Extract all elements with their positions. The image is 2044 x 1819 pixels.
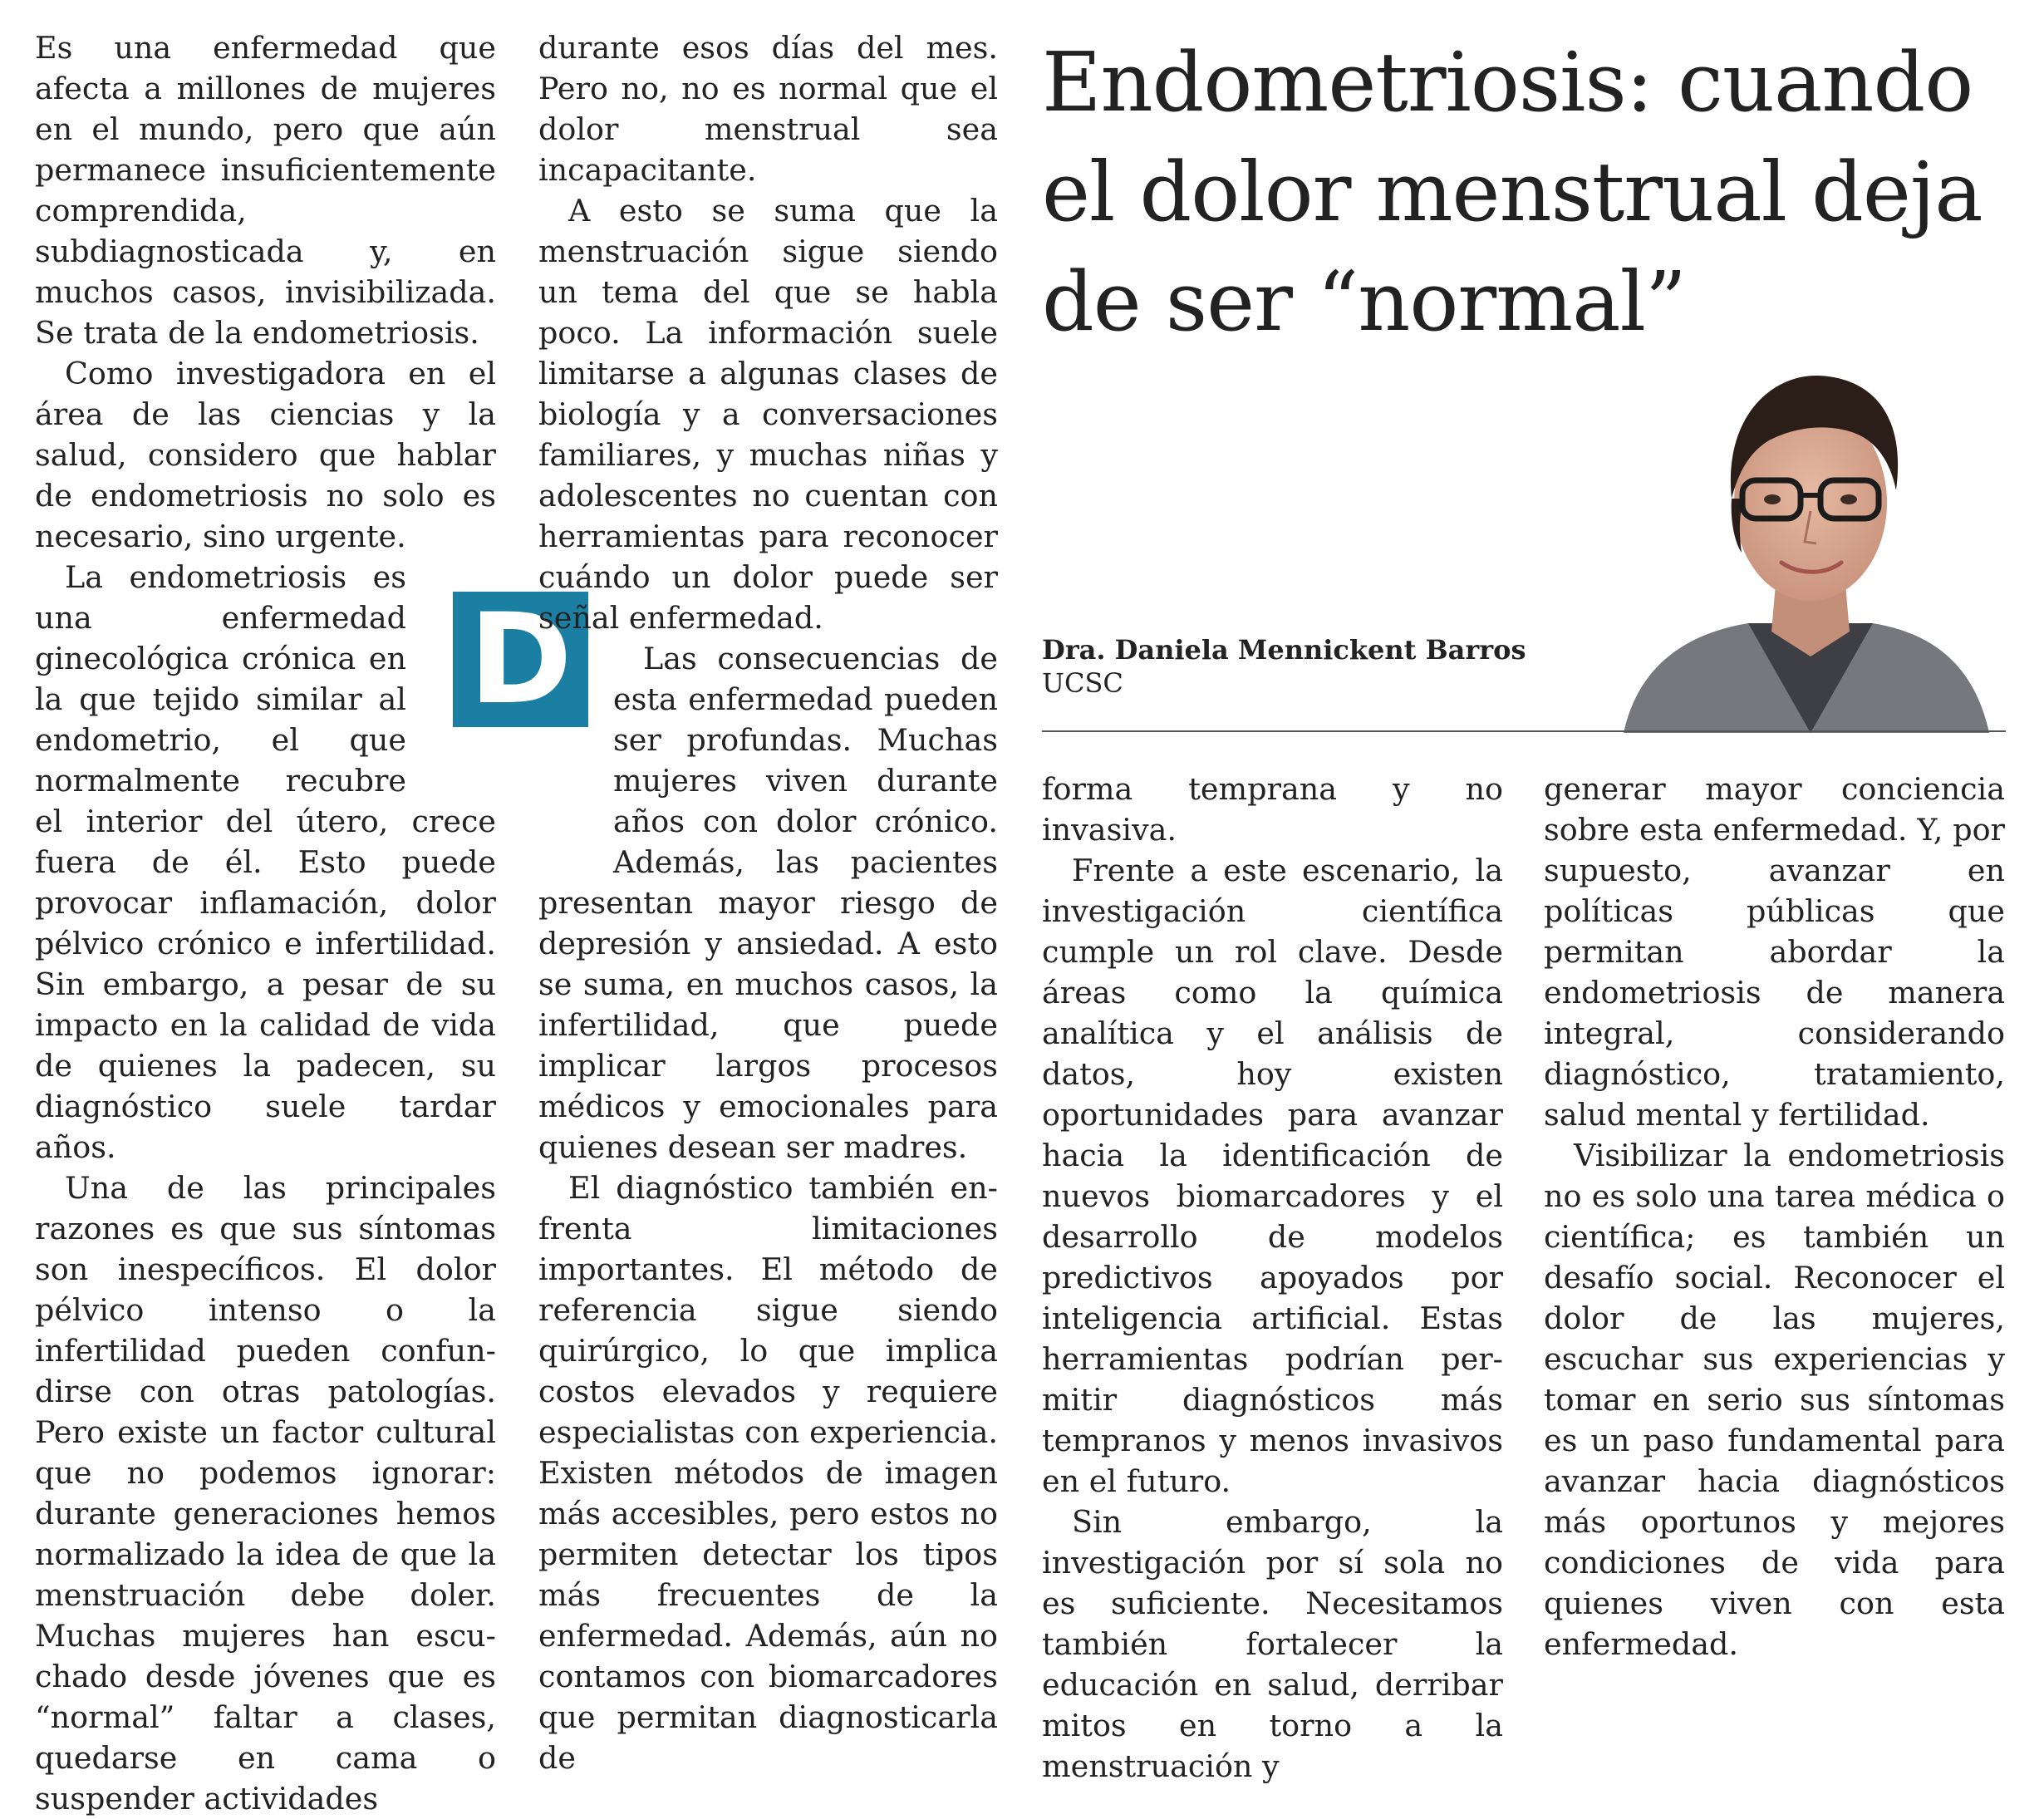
paragraph: El diagnóstico también enfrenta limitaciones importantes. El método de referencia sigue siendo quirúrgico, lo que implica costos elevados y requiere especialistas con experiencia. Existen métodos de imagen más accesibles, pero estos no permiten detectar los tipos más frecuentes de la enfermedad. Además, aún no contamos con biomarcadores que permitan diagnosticarla de <box>538 1170 998 1776</box>
article-column-3 <box>1042 769 1503 1787</box>
author-affiliation: UCSC <box>1042 667 1123 699</box>
article-column-4 <box>1544 769 2005 1664</box>
author-portrait <box>1607 357 2011 733</box>
article-column-2 <box>538 27 998 1778</box>
divider-rule <box>1042 730 2006 732</box>
paragraph: generar mayor conciencia sobre esta enfermedad. Y, por supuesto, avanzar en políticas públicas que permitan abordar la endometriosis de manera integral, considerando diagnóstico, tratamiento, salud mental y fertilidad. <box>1544 771 2005 1133</box>
headline: Endometriosis: cuando el dolor menstrual deja de ser “normal” <box>1042 36 1983 350</box>
paragraph: Una de las principales razones es que sus síntomas son inespecíficos. El dolor pélvico intenso o la infertilidad pueden confundirse con otras patologías. Pero existe un factor cultural que no podemos ignorar: durante generaciones hemos normalizado la idea de que la menstruación debe doler. Muchas mujeres han escuchado desde jóvenes que es “normal” faltar a clases, quedarse en cama o suspender actividades <box>35 1170 496 1817</box>
paragraph: forma temprana y no invasiva. <box>1042 771 1503 848</box>
article-column-1 <box>35 27 496 1819</box>
author-name: Dra. Daniela Mennickent Barros <box>1042 634 1526 666</box>
paragraph <box>538 638 998 1168</box>
paragraph-text: Las consecuencias de esta enfermedad pueden ser profundas. Muchas mujeres viven durante años con dolor crónico. Además, las pacientes presentan mayor riesgo de depresión y ansiedad. A esto se suma, en muchos casos, la infertilidad, que puede implicar largos procesos médicos y emocionales para quienes desean ser madres. <box>538 641 998 1165</box>
paragraph: Frente a este escenario, la investigación científica cumple un rol clave. Desde áreas como la química analítica y el análisis de datos, hoy existen oportunidades para avanzar hacia la identificación de nuevos biomarcadores y el desarrollo de modelos predictivos apoyados por inteligencia artificial. Estas herramientas podrían permitir diagnósticos más tempranos y menos invasivos en el futuro. <box>1042 853 1503 1499</box>
paragraph: A esto se suma que la menstruación sigue siendo un tema del que se habla poco. La información suele limitarse a algunas clases de biología y a conversaciones familiares, y muchas niñas y adolescentes no cuentan con herramientas para reconocer cuándo un dolor puede ser señal enfermedad. <box>538 193 998 636</box>
drop-cap-letter: D <box>469 587 572 732</box>
paragraph: Es una enfermedad que afecta a millones de mujeres en el mundo, pero que aún permanece insuficientemente comprendida, subdiagnosticada y, en muchos casos, invisibilizada. Se trata de la endometriosis. <box>35 30 496 351</box>
paragraph: Como investigadora en el área de las ciencias y la salud, considero que hablar de endometriosis no solo es necesario, sino urgente. <box>35 356 496 554</box>
paragraph: Visibilizar la endometriosis no es solo una tarea médica o científica; es también un desafío social. Reconocer el dolor de las mujeres, escuchar sus experiencias y tomar en serio sus síntomas es un paso fundamental para avanzar hacia diagnósticos más oportunos y mejores condiciones de vida para quienes viven con esta enfermedad. <box>1544 1138 2005 1662</box>
paragraph: durante esos días del mes. Pero no, no es normal que el dolor menstrual sea incapacitante. <box>538 30 998 188</box>
paragraph-text: La endometriosis es una enfermedad ginecológica crónica en la que tejido similar al endometrio, el que normalmente recubre el interior del útero, crece fuera de él. Esto puede provocar inflamación, dolor pélvico crónico e infertilidad. Sin embargo, a pesar de su impacto en la calidad de vida de quienes la padecen, su diagnóstico suele tardar años. <box>35 559 496 1165</box>
paragraph <box>35 557 496 1168</box>
paragraph: Sin embargo, la investigación por sí sola no es suficiente. Necesitamos también fortalecer la educación en salud, derribar mitos en torno a la menstruación y <box>1042 1504 1503 1784</box>
portrait-image <box>1607 357 2011 733</box>
